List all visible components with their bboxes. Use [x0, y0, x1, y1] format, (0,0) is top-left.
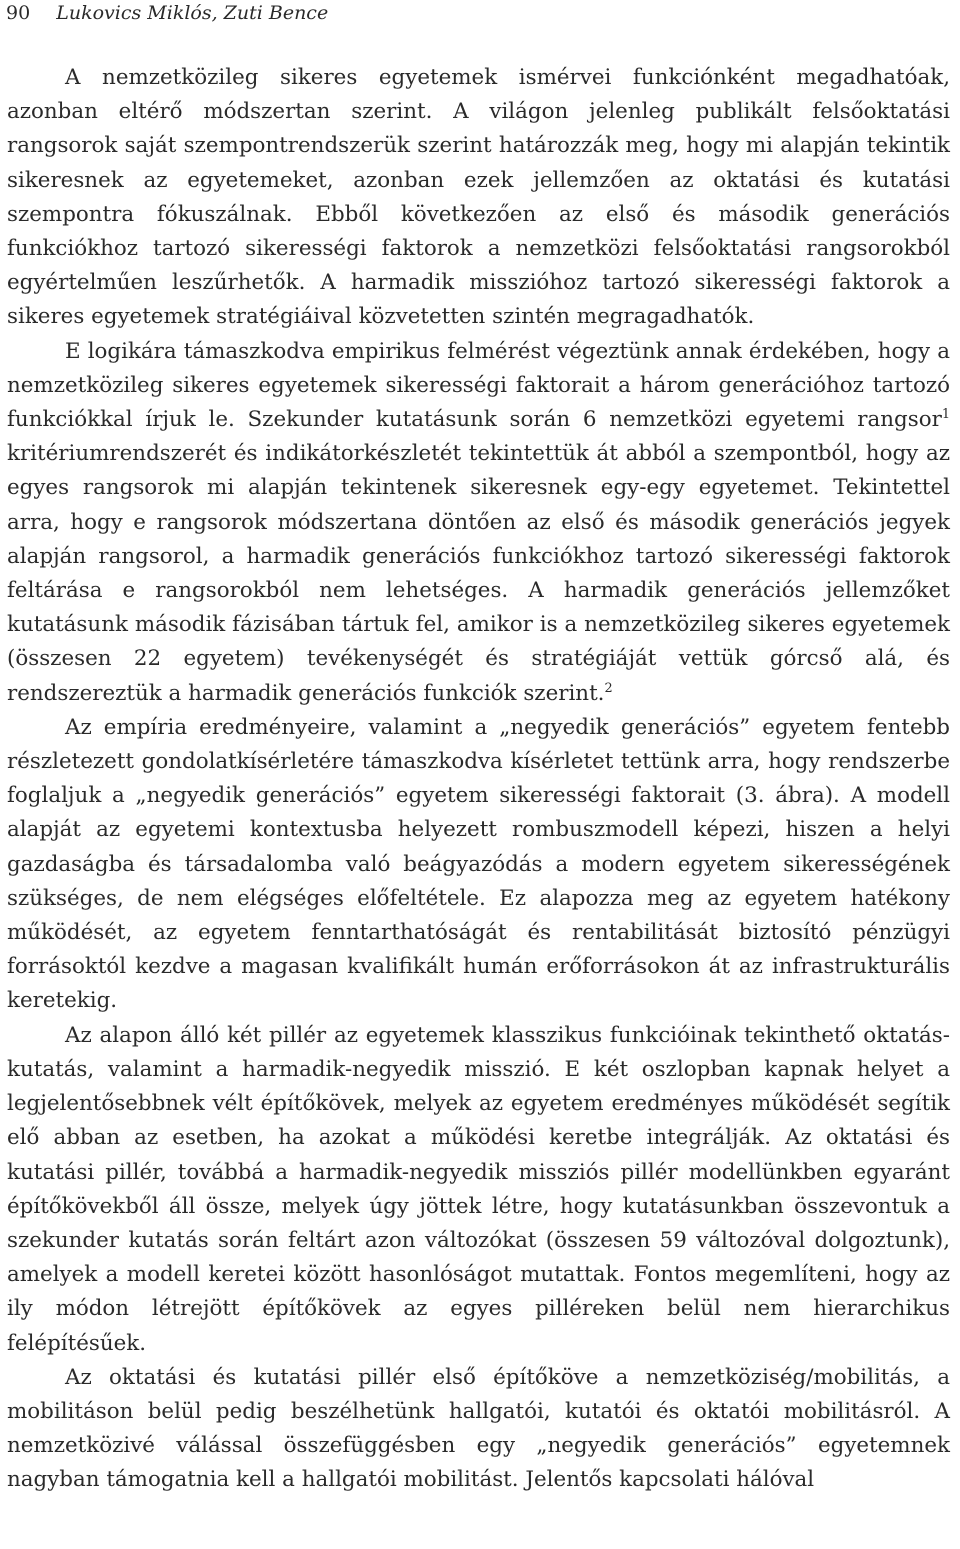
paragraph-3-text: Az empíria eredményeire, valamint a „negyedik generációs” egyetem fentebb részletezett gondolatkísérletére támaszkodva kísérletet tettünk arra, hogy rendszerbe foglaljuk a „negyedik generációs” egyetem sikerességi faktorait (3. ábra). A modell alapját az egyetemi kontextusba helyezett rombuszmodell képezi, hiszen a helyi gazdaságba és társadalomba való beágyazódás a modern egyetem sikerességének szükséges, de nem elégséges előfeltétele. Ez alapozza meg az egyetem hatékony működését, az egyetem fenntarthatóságát és rentabilitását biztosító pénzügyi forrásoktól kezdve a magasan kvalifikált humán erőforrásokon át az infrastrukturális keretekig. [7, 714, 950, 1014]
page-number: 90 [6, 2, 31, 24]
paragraph-2 [7, 335, 950, 711]
paragraph-2-text-b: kritériumrendszerét és indikátorkészletét tekintettük át abból a szempontból, hogy az egyes rangsorok mi alapján tekintenek sikeresnek egy-egy egyetemet. Tekintettel arra, hogy e rangsorok módszertana döntően az első és második generációs jegyek alapján rangsorol, a harmadik generációs funkciókhoz tartozó sikerességi faktorok feltárása e rangsorokból nem lehetséges. A harmadik generációs jellemzőket kutatásunk második fázisában tártuk fel, amikor is a nemzetközileg sikeres egyetemek (összesen 22 egyetem) tevékenységét és stratégiáját vettük górcső alá, és rendszereztük a harmadik generációs funkciók szerint. [7, 441, 950, 706]
running-head-authors: Lukovics Miklós, Zuti Bence [56, 2, 329, 24]
body-text [7, 61, 950, 1498]
paragraph-3 [7, 711, 950, 1019]
paragraph-2-text-a: E logikára támaszkodva empirikus felmérést végeztünk annak érdekében, hogy a nemzetközileg sikeres egyetemek sikerességi faktorait a három generációhoz tartozó funkciókkal írjuk le. Szekunder kutatásunk során 6 nemzetközi egyetemi rangsor [7, 338, 950, 433]
footnote-ref-2[interactable]: 2 [604, 680, 613, 696]
paragraph-1-text: A nemzetközileg sikeres egyetemek ismérvei funkciónként megadhatóak, azonban eltérő módszertan szerint. A világon jelenleg publikált felsőoktatási rangsorok saját szempontrendszerük szerint határozzák meg, hogy mi alapján tekintik sikeresnek az egyetemeket, azonban ezek jellemzően az oktatási és kutatási szempontra fókuszálnak. Ebből következően az első és második generációs funkciókhoz tartozó sikerességi faktorok a nemzetközi felsőoktatási rangsorokból egyértelműen leszűrhetők. A harmadik misszióhoz tartozó sikerességi faktorok a sikeres egyetemek stratégiáival közvetetten szintén megragadhatók. [7, 65, 950, 330]
running-head [6, 0, 328, 26]
paragraph-4 [7, 1019, 950, 1361]
paragraph-1 [7, 61, 950, 335]
paragraph-5-text: Az oktatási és kutatási pillér első építőköve a nemzetköziség/mobilitás, a mobilitáson belül pedig beszélhetünk hallgatói, kutatói és oktatói mobilitásról. A nemzetközivé válással összefüggésben egy „negyedik generációs” egyetemnek nagyban támogatnia kell a hallgatói mobilitást. Jelentős kapcsolati hálóval [7, 1364, 950, 1493]
paragraph-4-text: Az alapon álló két pillér az egyetemek klasszikus funkcióinak tekinthető oktatás-kutatás, valamint a harmadik-negyedik misszió. E két oszlopban kapnak helyet a legjelentősebbnek vélt építőkövek, melyek az egyetem eredményes működését segítik elő abban az esetben, ha azokat a működési keretbe integrálják. Az oktatási és kutatási pillér, továbbá a harmadik-negyedik missziós pillér modellünkben egyaránt építőkövekből áll össze, melyek úgy jöttek létre, hogy kutatásunkban összevontuk a szekunder kutatás során feltárt azon változókat (összesen 59 változóval dolgoztunk), amelyek a modell keretei között hasonlóságot mutattak. Fontos megemlíteni, hogy az ily módon létrejött építőkövek az egyes pilléreken belül nem hierarchikus felépítésűek. [7, 1022, 950, 1356]
paragraph-5 [7, 1361, 950, 1498]
footnote-ref-1[interactable]: 1 [941, 406, 950, 422]
